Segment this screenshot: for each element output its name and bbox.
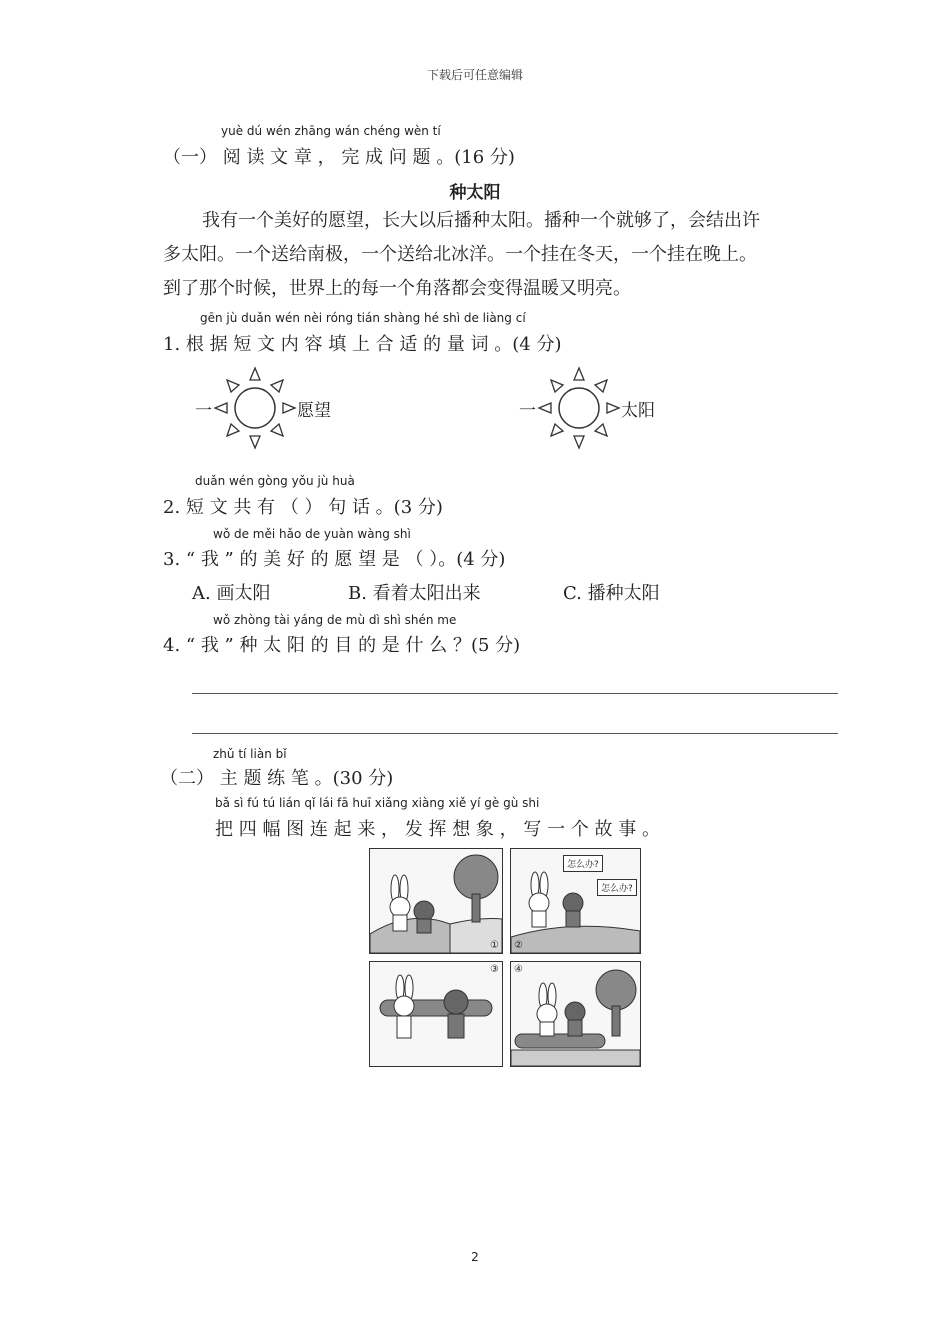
q4-text: 4. “ 我 ” 种 太 阳 的 目 的 是 什 么 ？(5 分) <box>163 635 521 656</box>
sun-item-2 <box>519 366 679 450</box>
article-line-3: 到了那个时候，世界上的每一个角落都会变得温暖又明亮。 <box>163 278 631 299</box>
sun-label: 愿望 <box>297 401 331 421</box>
comic-panel-1 <box>369 848 503 954</box>
q2-text: 2. 短 文 共 有 （ ） 句 话 。(3 分) <box>163 497 443 518</box>
article-line-1: 我有一个美好的愿望，长大以后播种太阳。播种一个就够了，会结出许 <box>202 210 760 231</box>
panel-number: ④ <box>514 964 523 975</box>
article-title: 种太阳 <box>449 183 501 203</box>
q1-text: 1. 根 据 短 文 内 容 填 上 合 适 的 量 词 。(4 分) <box>163 334 562 355</box>
task-text: 把 四 幅 图 连 起 来 ， 发 挥 想 象 ， 写 一 个 故 事 。 <box>215 819 660 840</box>
panel-number: ② <box>514 940 523 951</box>
section1-pinyin: yuè dú wén zhāng wán chéng wèn tí <box>221 124 441 138</box>
q3-option-a: A. 画太阳 <box>192 583 271 604</box>
section2-heading: （二） 主 题 练 笔 。(30 分) <box>160 768 394 789</box>
story-picture-4 <box>511 962 640 1066</box>
page-header: 下载后可任意编辑 <box>426 68 523 82</box>
speech-bubble-2: 怎么办? <box>597 879 637 896</box>
comic-panel-4 <box>510 961 641 1067</box>
q3-pinyin: wǒ de měi hǎo de yuàn wàng shì <box>213 527 411 541</box>
q1-pinyin: gēn jù duǎn wén nèi róng tián shàng hé shì de liàng cí <box>200 311 526 325</box>
sun-item-1 <box>195 366 355 450</box>
sun-icon <box>535 366 623 450</box>
sun-label: 太阳 <box>621 401 655 421</box>
sun-prefix: 一 <box>195 401 212 421</box>
sun-icon <box>211 366 299 450</box>
story-picture-3 <box>370 962 502 1066</box>
answer-line-1[interactable] <box>192 693 838 694</box>
q3-option-b: B. 看着太阳出来 <box>348 583 481 604</box>
speech-bubble-1: 怎么办? <box>563 855 603 872</box>
article-line-2: 多太阳。一个送给南极，一个送给北冰洋。一个挂在冬天，一个挂在晚上。 <box>163 244 757 265</box>
q3-text: 3. “ 我 ” 的 美 好 的 愿 望 是 （ ）。(4 分) <box>163 549 506 570</box>
comic-panel-3 <box>369 961 503 1067</box>
q4-pinyin: wǒ zhòng tài yáng de mù dì shì shén me <box>213 613 457 627</box>
panel-number: ③ <box>490 964 499 975</box>
panel-number: ① <box>490 940 499 951</box>
section2-pinyin: zhǔ tí liàn bǐ <box>213 747 287 761</box>
q2-pinyin: duǎn wén gòng yǒu jù huà <box>195 474 355 488</box>
section1-heading: （一） 阅 读 文 章 ， 完 成 问 题 。(16 分) <box>163 147 515 168</box>
page-number: 2 <box>471 1250 479 1264</box>
story-picture-1 <box>370 849 502 953</box>
answer-line-2[interactable] <box>192 733 838 734</box>
sun-prefix: 一 <box>519 401 536 421</box>
comic-panel-2 <box>510 848 641 954</box>
q3-option-c: C. 播种太阳 <box>563 583 660 604</box>
task-pinyin: bǎ sì fú tú lián qǐ lái fā huī xiǎng xiàng xiě yí gè gù shi <box>215 796 540 810</box>
